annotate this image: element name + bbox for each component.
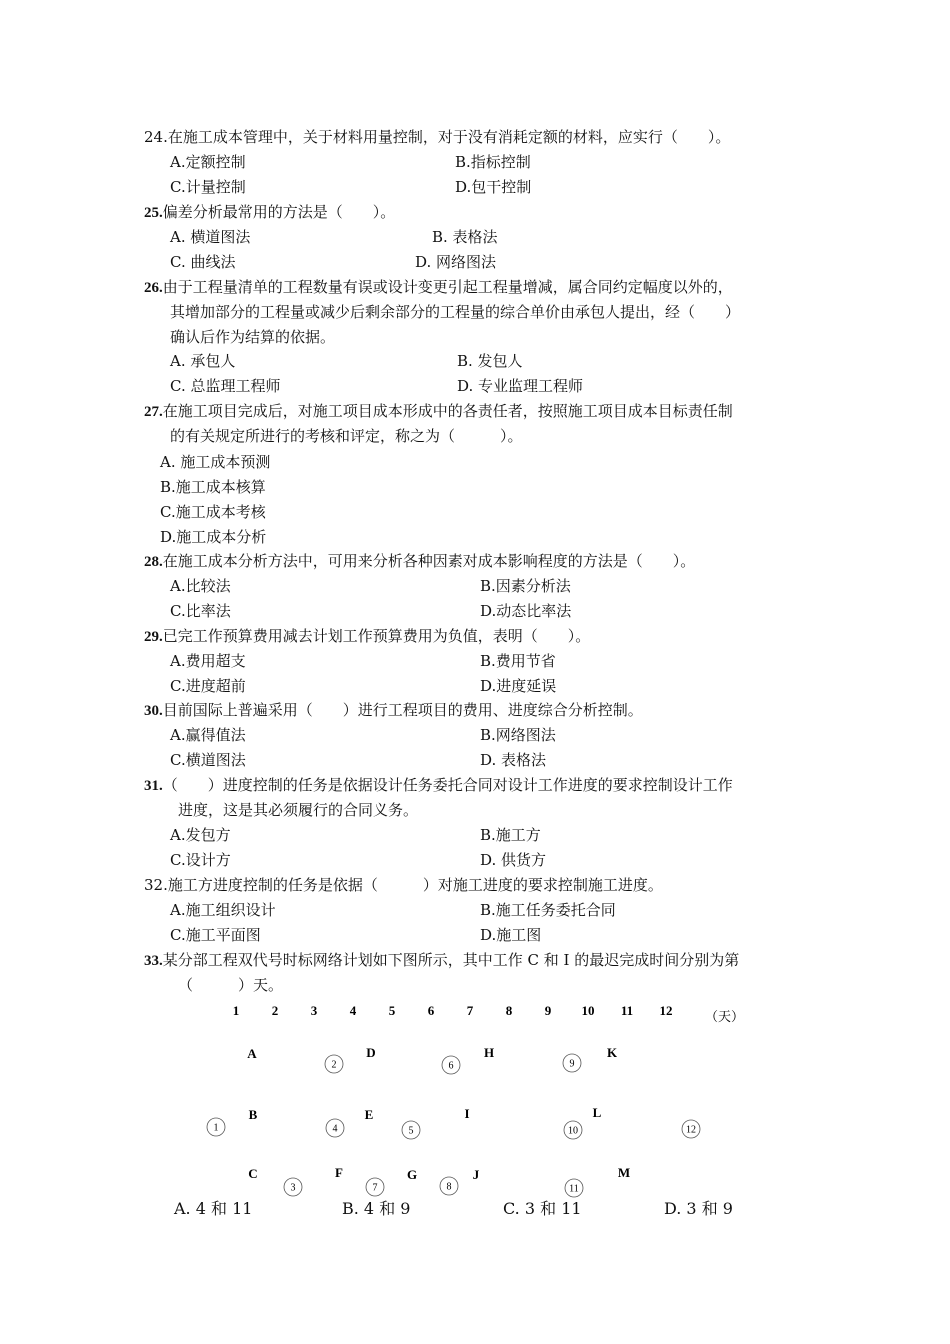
option-b: B.费用节省 bbox=[480, 652, 556, 670]
event-node-3 bbox=[284, 1178, 302, 1196]
question-number: 29. bbox=[144, 629, 163, 645]
question-text: 施工方进度控制的任务是依据（ ）对施工进度的要求控制施工进度。 bbox=[167, 876, 663, 894]
question-number: 28. bbox=[144, 554, 163, 570]
question-text-line: （ ）天。 bbox=[178, 976, 284, 994]
question-number: 27. bbox=[144, 404, 163, 420]
question-text-line: 进度，这是其必须履行的合同义务。 bbox=[178, 801, 419, 819]
question-text-line: 确认后作为结算的依据。 bbox=[170, 328, 336, 346]
option-b: B.因素分析法 bbox=[480, 577, 571, 595]
event-node-9 bbox=[563, 1054, 581, 1072]
option-a: A. 施工成本预测 bbox=[160, 453, 271, 471]
node-number: 3 bbox=[290, 1182, 296, 1194]
activity-label-b: B bbox=[248, 1107, 258, 1122]
activity-label-l: L bbox=[592, 1105, 602, 1120]
option-c: C. 总监理工程师 bbox=[170, 377, 281, 395]
option-b: B.网络图法 bbox=[480, 726, 556, 744]
node-number: 8 bbox=[446, 1181, 452, 1193]
option-d: D. 专业监理工程师 bbox=[457, 377, 584, 395]
option-a: A.施工组织设计 bbox=[170, 901, 276, 919]
option-d: D.施工成本分析 bbox=[160, 528, 267, 546]
day-label-6: 6 bbox=[427, 1003, 435, 1018]
option-d: D.包干控制 bbox=[455, 178, 532, 196]
activity-label-c: C bbox=[248, 1166, 258, 1181]
question-number: 33. bbox=[144, 953, 163, 969]
option-a: A. 横道图法 bbox=[170, 228, 251, 246]
question-text: 某分部工程双代号时标网络计划如下图所示，其中工作 C 和 I 的最迟完成时间分别为第 bbox=[162, 951, 740, 969]
node-number: 6 bbox=[448, 1060, 454, 1072]
day-label-5: 5 bbox=[388, 1003, 396, 1018]
day-label-3: 3 bbox=[310, 1003, 318, 1018]
activity-label-g: G bbox=[406, 1167, 418, 1182]
activity-label-k: K bbox=[606, 1045, 618, 1060]
option-b: B.施工方 bbox=[480, 826, 541, 844]
option-c: C.计量控制 bbox=[170, 178, 246, 196]
day-label-11: 11 bbox=[620, 1003, 634, 1018]
node-number: 12 bbox=[686, 1124, 696, 1136]
question-text-line: 其增加部分的工程量或减少后剩余部分的工程量的综合单价由承包人提出，经（ ） bbox=[170, 303, 741, 321]
option-b: B.指标控制 bbox=[455, 153, 531, 171]
day-label-12: 12 bbox=[659, 1003, 673, 1018]
time-unit-label: （天） bbox=[705, 1009, 745, 1024]
question-text: 在施工成本分析方法中，可用来分析各种因素对成本影响程度的方法是（ ）。 bbox=[162, 552, 696, 570]
node-number: 9 bbox=[569, 1058, 575, 1070]
option-c: C.横道图法 bbox=[170, 751, 246, 769]
node-number: 10 bbox=[568, 1125, 578, 1137]
event-node-8 bbox=[440, 1177, 458, 1195]
option-b: B.施工任务委托合同 bbox=[480, 901, 616, 919]
question-text: 已完工作预算费用减去计划工作预算费用为负值，表明（ ）。 bbox=[162, 627, 591, 645]
option-a: A. 承包人 bbox=[170, 352, 236, 370]
option-c: C.设计方 bbox=[170, 851, 231, 869]
event-node-5 bbox=[402, 1121, 420, 1139]
question-number: 30. bbox=[144, 703, 163, 719]
activity-label-e: E bbox=[364, 1107, 374, 1122]
question-number: 26. bbox=[144, 280, 163, 296]
option-d: D. 供货方 bbox=[480, 851, 547, 869]
activity-label-f: F bbox=[335, 1165, 343, 1180]
event-node-7 bbox=[366, 1178, 384, 1196]
option-c: C. 3 和 11 bbox=[503, 1199, 582, 1218]
activity-label-a: A bbox=[247, 1046, 257, 1061]
option-a: A.发包方 bbox=[170, 826, 231, 844]
node-number: 1 bbox=[213, 1122, 219, 1134]
event-node-6 bbox=[442, 1056, 460, 1074]
activity-label-i: I bbox=[464, 1106, 470, 1121]
event-node-2 bbox=[325, 1055, 343, 1073]
day-label-8: 8 bbox=[505, 1003, 513, 1018]
option-a: A.赢得值法 bbox=[170, 726, 246, 744]
question-text: 在施工项目完成后，对施工项目成本形成中的各责任者，按照施工项目成本目标责任制 bbox=[162, 402, 733, 420]
option-c: C.进度超前 bbox=[170, 677, 246, 695]
day-label-4: 4 bbox=[349, 1003, 357, 1018]
event-node-10 bbox=[564, 1121, 582, 1139]
activity-label-h: H bbox=[483, 1045, 495, 1060]
activity-label-d: D bbox=[366, 1045, 376, 1060]
option-d: D.施工图 bbox=[480, 926, 542, 944]
question-text: 目前国际上普遍采用（ ）进行工程项目的费用、进度综合分析控制。 bbox=[162, 701, 643, 719]
question-text: （ ）进度控制的任务是依据设计任务委托合同对设计工作进度的要求控制设计工作 bbox=[162, 776, 733, 794]
node-number: 4 bbox=[332, 1123, 338, 1135]
question-number: 32. bbox=[144, 876, 168, 894]
option-c: C.施工成本考核 bbox=[160, 503, 266, 521]
option-b: B. 表格法 bbox=[432, 228, 498, 246]
question-text: 偏差分析最常用的方法是（ ）。 bbox=[162, 203, 396, 221]
node-number: 11 bbox=[569, 1183, 579, 1195]
event-node-12 bbox=[682, 1120, 700, 1138]
option-a: A.定额控制 bbox=[170, 153, 246, 171]
option-b: B.施工成本核算 bbox=[160, 478, 266, 496]
option-b: B. 4 和 9 bbox=[342, 1199, 411, 1218]
event-node-11 bbox=[565, 1179, 583, 1197]
option-c: C.比率法 bbox=[170, 602, 231, 620]
time-scale bbox=[233, 1003, 673, 1018]
option-b: B. 发包人 bbox=[457, 352, 523, 370]
question-number: 31. bbox=[144, 778, 163, 794]
option-a: A.费用超支 bbox=[170, 652, 246, 670]
node-number: 5 bbox=[408, 1125, 414, 1137]
option-d: D. 表格法 bbox=[480, 751, 547, 769]
option-d: D. 网络图法 bbox=[415, 253, 497, 271]
day-label-7: 7 bbox=[466, 1003, 474, 1018]
node-number: 2 bbox=[331, 1059, 337, 1071]
option-a: A.比较法 bbox=[170, 577, 231, 595]
option-c: C. 曲线法 bbox=[170, 253, 236, 271]
question-text: 由于工程量清单的工程数量有误或设计变更引起工程量增减，属合同约定幅度以外的， bbox=[162, 278, 733, 296]
question-text: 在施工成本管理中，关于材料用量控制，对于没有消耗定额的材料，应实行（ ）。 bbox=[167, 128, 731, 146]
day-label-10: 10 bbox=[581, 1003, 595, 1018]
node-number: 7 bbox=[372, 1182, 378, 1194]
option-d: D.动态比率法 bbox=[480, 602, 572, 620]
question-text-line: 的有关规定所进行的考核和评定，称之为（ ）。 bbox=[170, 427, 523, 445]
event-node-4 bbox=[326, 1119, 344, 1137]
event-node-1 bbox=[207, 1118, 225, 1136]
activity-label-j: J bbox=[472, 1167, 480, 1182]
day-label-1: 1 bbox=[232, 1003, 240, 1018]
day-label-9: 9 bbox=[544, 1003, 552, 1018]
option-d: D.进度延误 bbox=[480, 677, 557, 695]
activity-label-m: M bbox=[617, 1165, 631, 1180]
option-c: C.施工平面图 bbox=[170, 926, 261, 944]
question-number: 25. bbox=[144, 205, 163, 221]
option-a: A. 4 和 11 bbox=[174, 1199, 253, 1218]
day-label-2: 2 bbox=[271, 1003, 279, 1018]
option-d: D. 3 和 9 bbox=[664, 1199, 733, 1218]
question-number: 24. bbox=[144, 128, 168, 146]
